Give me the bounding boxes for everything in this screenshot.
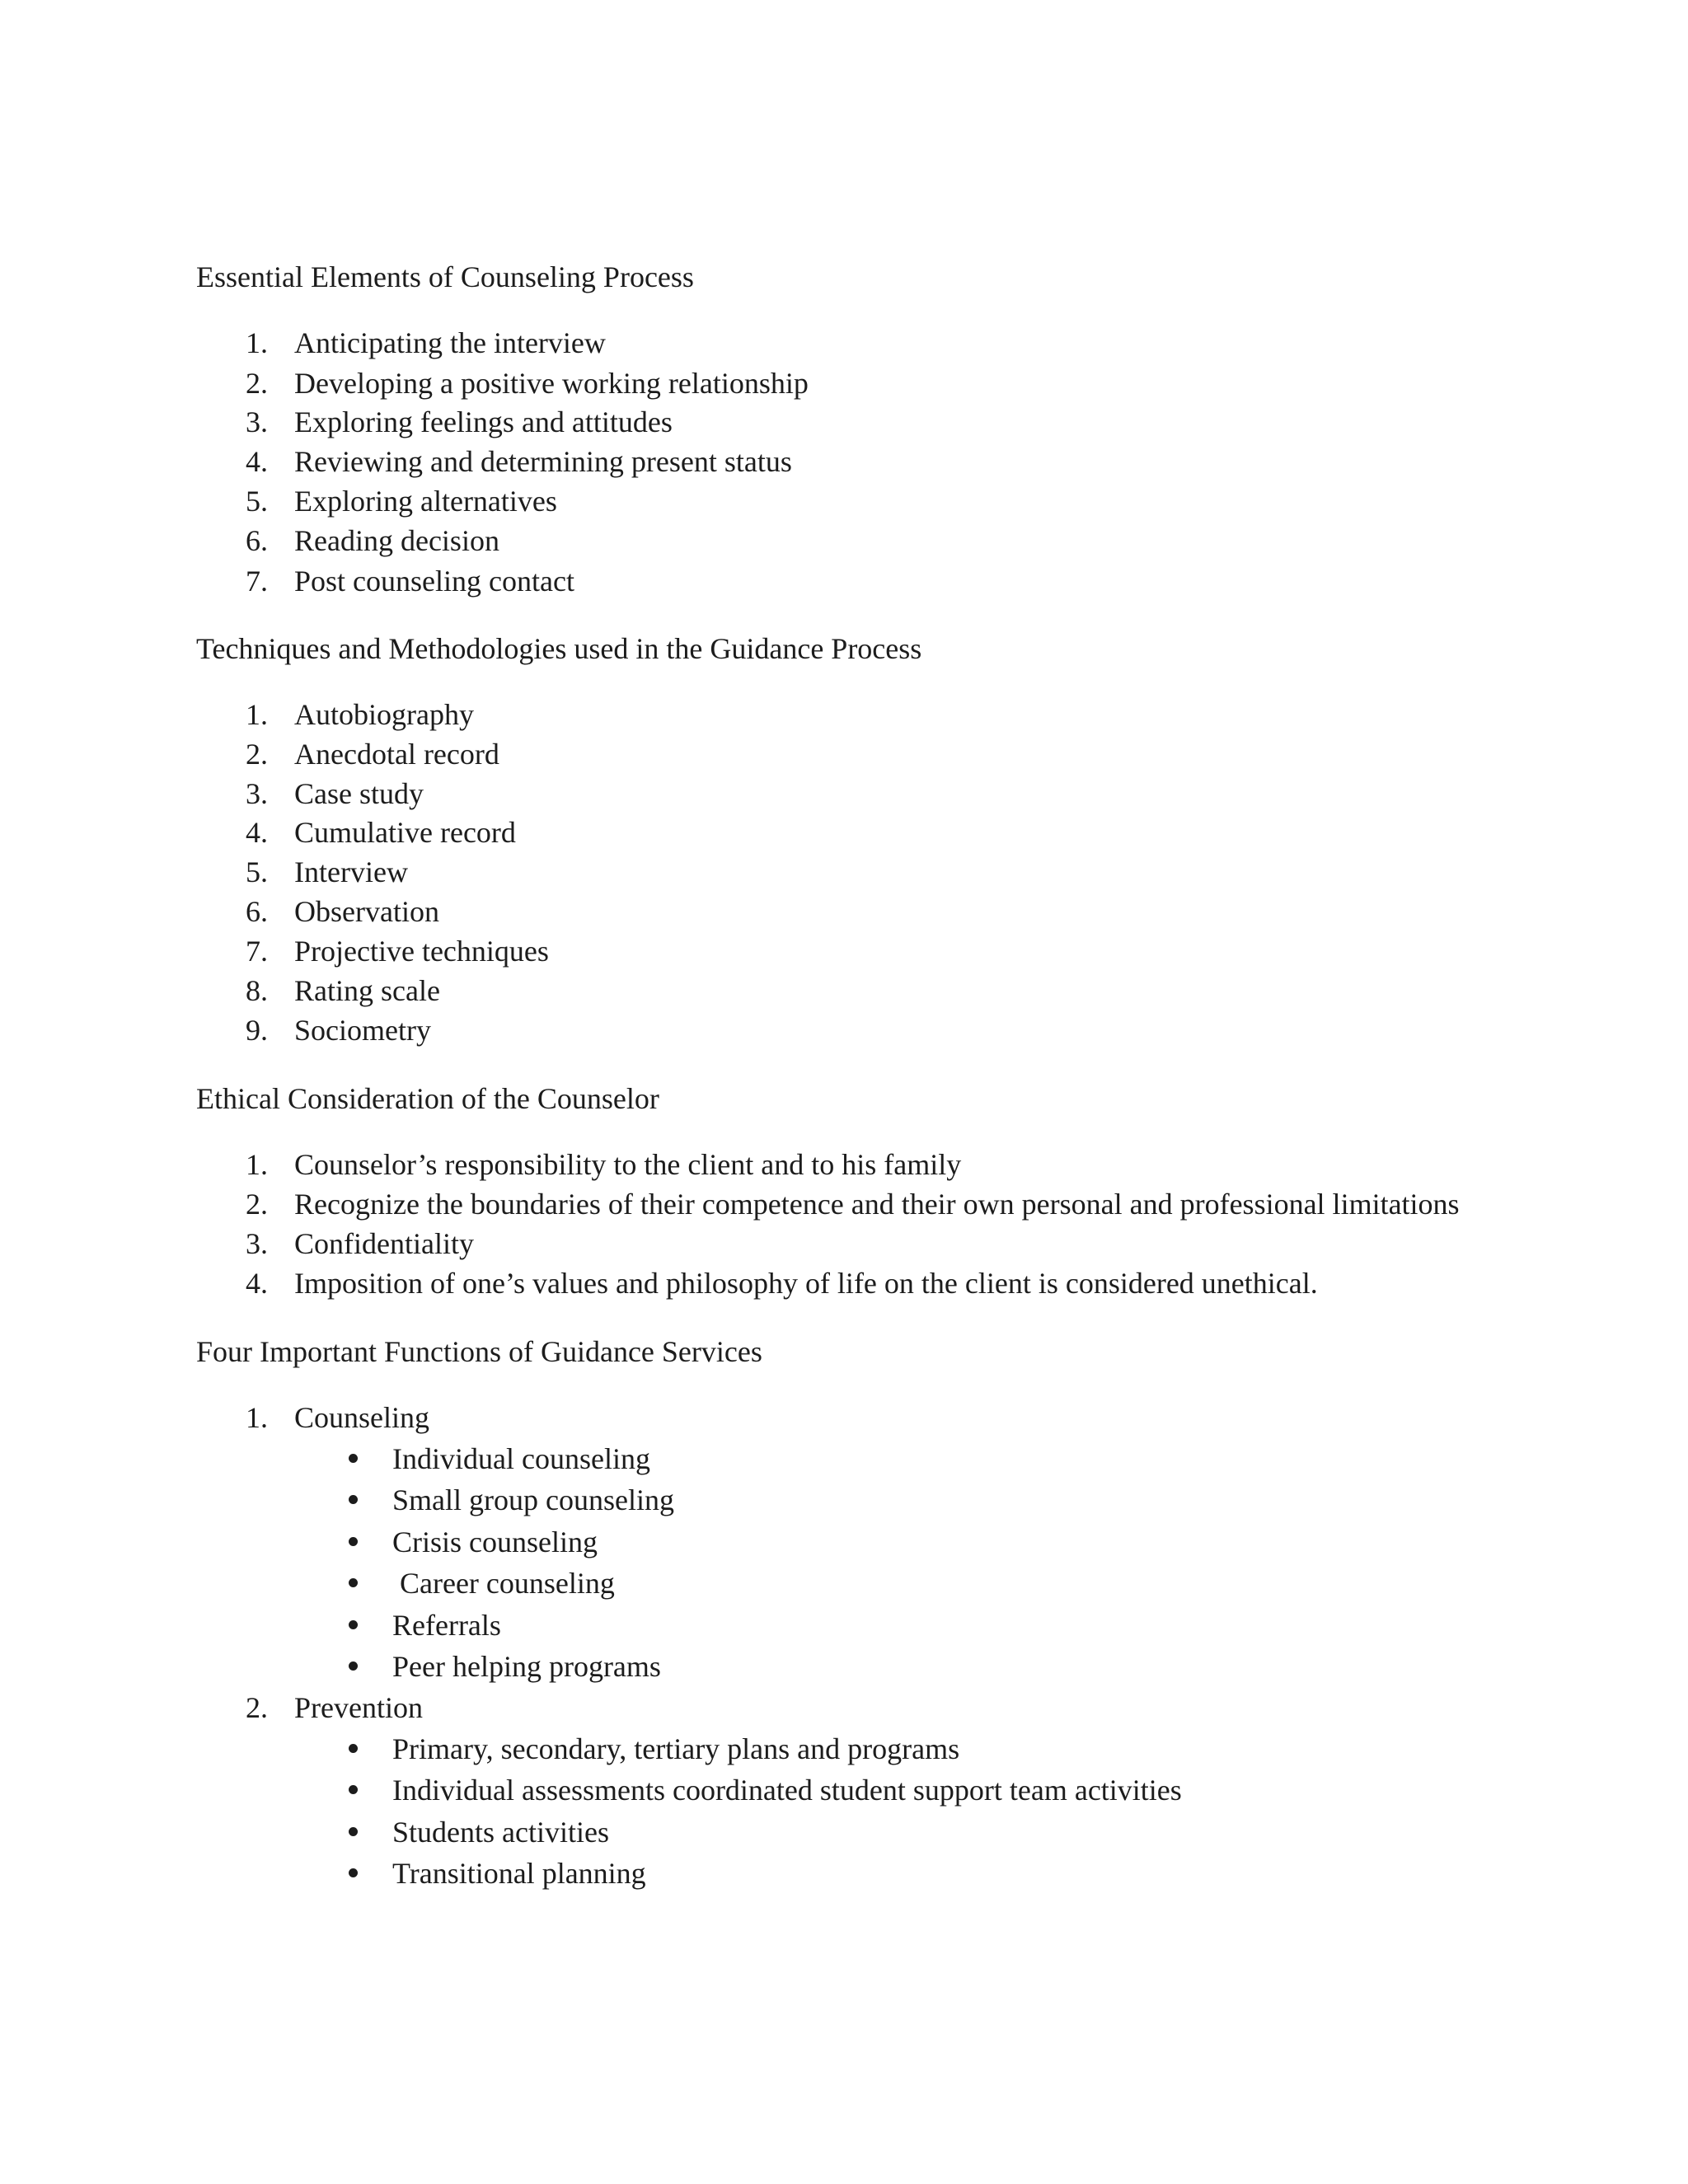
bullet-dot-icon [349, 1495, 358, 1504]
item-text: Anticipating the interview [294, 326, 606, 359]
bullet-dot-icon [349, 1454, 358, 1463]
item-text: Interview [294, 855, 408, 888]
item-number: 3. [246, 1227, 268, 1260]
bullet-dot-icon [349, 1785, 358, 1794]
bullet-dot-icon [349, 1661, 358, 1671]
item-number: 7. [246, 565, 268, 598]
item-text: Counseling [294, 1401, 430, 1434]
item-number: 7. [246, 935, 268, 968]
bullet-text: Individual assessments coordinated student support team activities [392, 1774, 1182, 1807]
bullet-dot-icon [349, 1537, 358, 1546]
item-number: 6. [246, 895, 268, 928]
item-number: 8. [246, 974, 268, 1007]
item-number: 4. [246, 816, 268, 849]
item-text: Post counseling contact [294, 565, 574, 598]
item-text: Exploring alternatives [294, 485, 557, 518]
item-text: Projective techniques [294, 935, 549, 968]
section-heading: Essential Elements of Counseling Process [196, 260, 694, 293]
bullet-dot-icon [349, 1827, 358, 1836]
item-number: 2. [246, 1691, 268, 1724]
item-number: 1. [246, 698, 268, 731]
bullet-text: Primary, secondary, tertiary plans and programs [392, 1732, 960, 1765]
item-number: 5. [246, 855, 268, 888]
bullet-text: Students activities [392, 1816, 609, 1849]
bullet-text: Individual counseling [392, 1442, 650, 1475]
item-number: 1. [246, 1401, 268, 1434]
item-text: Imposition of one’s values and philosophy of life on the client is considered unethical. [294, 1267, 1318, 1300]
item-text: Exploring feelings and attitudes [294, 405, 673, 438]
item-number: 2. [246, 1188, 268, 1221]
bullet-text: Peer helping programs [392, 1650, 661, 1683]
item-number: 5. [246, 485, 268, 518]
item-text: Confidentiality [294, 1227, 474, 1260]
item-text: Reading decision [294, 524, 499, 557]
bullet-dot-icon [349, 1578, 358, 1587]
section-heading: Techniques and Methodologies used in the Guidance Process [196, 632, 922, 665]
item-text: Case study [294, 777, 424, 810]
bullet-dot-icon [349, 1868, 358, 1877]
item-text: Autobiography [294, 698, 474, 731]
bullet-dot-icon [349, 1620, 358, 1629]
item-text: Rating scale [294, 974, 440, 1007]
bullet-dot-icon [349, 1744, 358, 1753]
item-text: Counselor’s responsibility to the client and to his family [294, 1148, 962, 1181]
bullet-text: Transitional planning [392, 1857, 646, 1890]
item-text: Observation [294, 895, 439, 928]
item-text: Developing a positive working relationship [294, 367, 809, 400]
item-number: 2. [246, 367, 268, 400]
bullet-text: Small group counseling [392, 1483, 674, 1516]
section-heading: Four Important Functions of Guidance Services [196, 1335, 762, 1368]
item-number: 3. [246, 777, 268, 810]
item-number: 4. [246, 1267, 268, 1300]
section-heading: Ethical Consideration of the Counselor [196, 1082, 659, 1115]
item-text: Cumulative record [294, 816, 516, 849]
item-text: Reviewing and determining present status [294, 445, 792, 478]
item-number: 2. [246, 738, 268, 771]
item-number: 9. [246, 1014, 268, 1047]
item-number: 6. [246, 524, 268, 557]
item-number: 1. [246, 1148, 268, 1181]
bullet-text: Referrals [392, 1609, 501, 1642]
item-number: 1. [246, 326, 268, 359]
item-number: 3. [246, 405, 268, 438]
item-text: Sociometry [294, 1014, 431, 1047]
item-number: 4. [246, 445, 268, 478]
bullet-text: Crisis counseling [392, 1526, 598, 1558]
item-text: Recognize the boundaries of their competence and their own personal and professional limitations [294, 1188, 1460, 1221]
bullet-text: Career counseling [392, 1567, 615, 1600]
item-text: Prevention [294, 1691, 423, 1724]
item-text: Anecdotal record [294, 738, 499, 771]
